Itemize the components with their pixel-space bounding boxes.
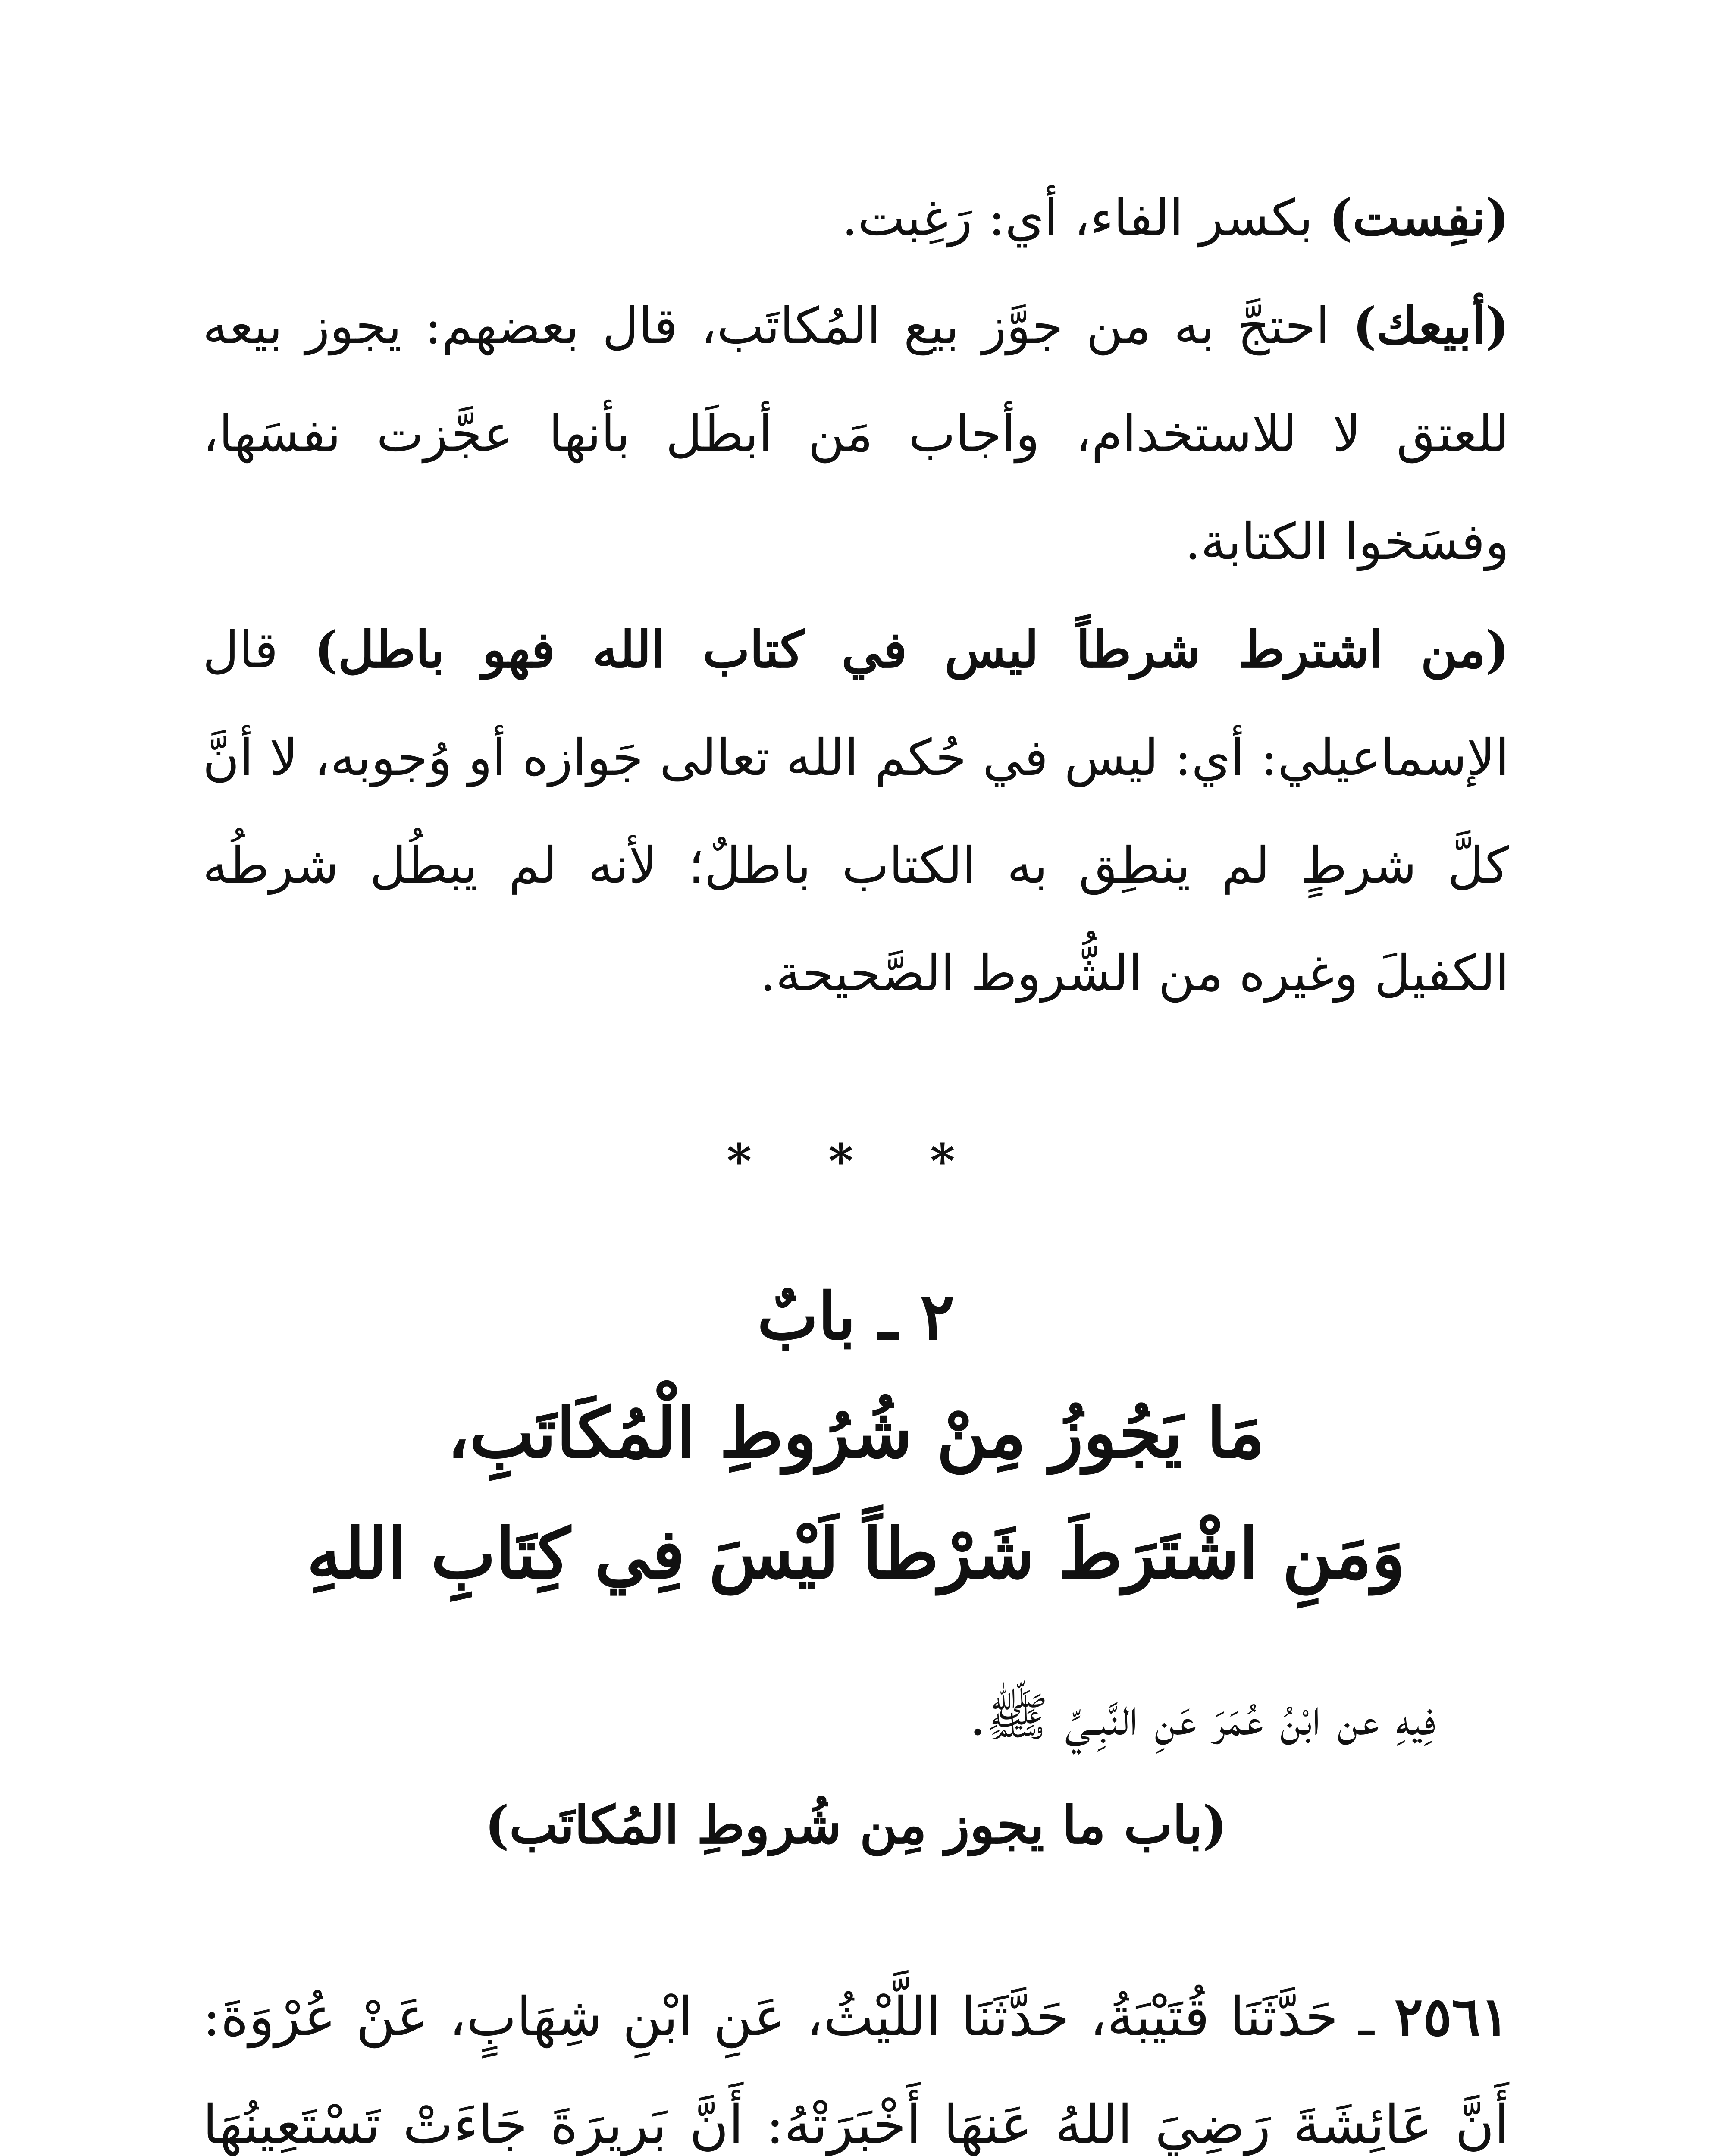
chapter-subtitle: (باب ما يجوز مِن شُروطِ المُكاتَب) bbox=[485, 1795, 1227, 1855]
hadith-text bbox=[203, 1963, 1509, 2156]
chapter-number: ٢ ـ بابٌ bbox=[757, 1279, 955, 1354]
chapter-reference: فِيهِ عن ابْنُ عُمَرَ عَنِ النَّبِـيِّ ﷺ. bbox=[969, 1687, 1436, 1747]
commentary-text: احتجَّ به من جوَّز بيع المُكاتَب، قال بعضهم: يجوز بيعه للعتق لا للاستخدام، وأجاب مَن أبطَل بأنها عجَّزت نفسَها، وفسَخوا الكتابة. bbox=[203, 297, 1509, 571]
page-content bbox=[203, 164, 1509, 2156]
hadith-body: ـ حَدَّثَنَا قُتَيْبَةُ، حَدَّثَنَا اللَّيْثُ، عَنِ ابْنِ شِهَابٍ، عَنْ عُرْوَةَ: أَنَّ عَائِشَةَ رَضِيَ اللهُ عَنهَا أَخْبَرَتْهُ: أَنَّ بَرِيرَةَ جَاءَتْ تَسْتَعِينُهَا bbox=[203, 1986, 1509, 2156]
chapter-title-line-2: وَمَنِ اشْتَرَطَ شَرْطاً لَيْسَ فِي كِتَابِ اللهِ bbox=[307, 1513, 1405, 1594]
commentary-paragraph-1 bbox=[203, 164, 1509, 272]
commentary-text: بكسر الفاء، أي: رَغِبت. bbox=[842, 189, 1329, 247]
commentary-term: (من اشترط شرطاً ليس في كتاب الله فهو باطل) bbox=[314, 620, 1509, 679]
hadith-number: ٢٥٦١ bbox=[1394, 1986, 1509, 2048]
commentary-term: (نفِست) bbox=[1329, 188, 1509, 247]
commentary-text: قال الإسماعيلي: أي: ليس في حُكم الله تعالى جَوازه أو وُجوبه، لا أنَّ كلَّ شرطٍ لم ينطِق به الكتاب باطلٌ؛ لأنه لم يبطُل شرطُه الكفيلَ وغيره من الشُّروط الصَّحيحة. bbox=[203, 621, 1510, 1003]
commentary-term: (أبيعك) bbox=[1352, 297, 1509, 355]
commentary-paragraph-3 bbox=[203, 596, 1509, 1028]
chapter-title-line-1: مَا يَجُوزُ مِنْ شُرُوطِ الْمُكَاتَبِ، bbox=[447, 1392, 1265, 1473]
commentary-paragraph-2 bbox=[203, 272, 1509, 596]
section-separator: * * * bbox=[727, 1133, 985, 1189]
